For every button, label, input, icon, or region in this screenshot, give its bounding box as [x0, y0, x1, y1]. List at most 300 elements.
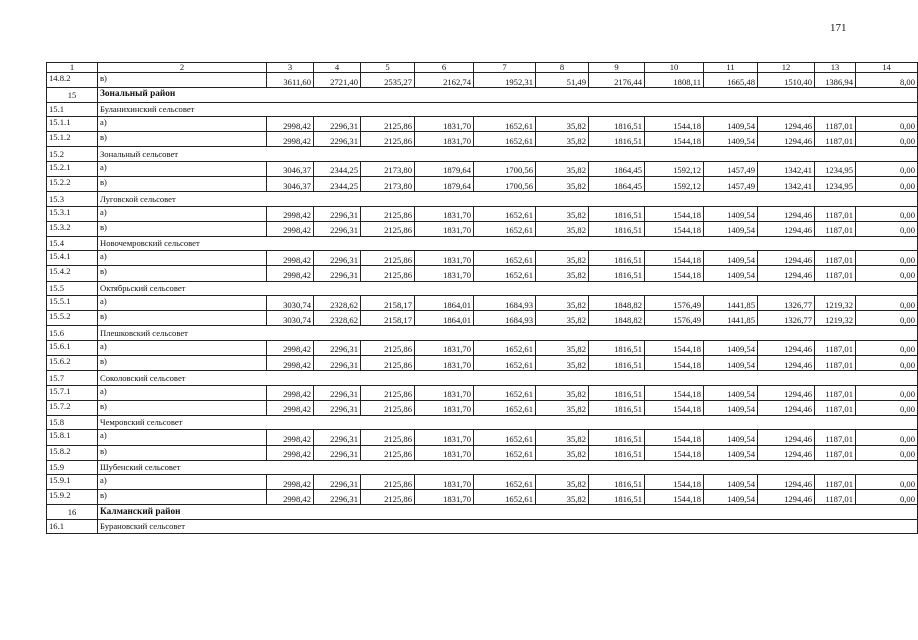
row-label: в) [98, 266, 267, 281]
value-cell: 2998,42 [267, 206, 314, 221]
value-cell: 1816,51 [589, 445, 645, 460]
settlement-row [47, 102, 918, 116]
value-cell: 35,82 [536, 206, 589, 221]
tariff-table [46, 62, 918, 534]
row-label: Плешковский сельсовет [98, 326, 918, 340]
header-cell: 11 [704, 63, 758, 73]
value-cell: 0,00 [856, 355, 918, 370]
page-number: 171 [830, 22, 847, 34]
value-cell: 2125,86 [361, 206, 415, 221]
value-cell: 1409,54 [704, 340, 758, 355]
value-cell: 35,82 [536, 430, 589, 445]
value-cell: 1816,51 [589, 400, 645, 415]
table-row [47, 400, 918, 415]
value-cell: 2296,31 [314, 251, 361, 266]
value-cell: 1864,45 [589, 161, 645, 176]
value-cell: 0,00 [856, 311, 918, 326]
value-cell: 1816,51 [589, 340, 645, 355]
value-cell: 1294,46 [758, 251, 815, 266]
value-cell: 2328,62 [314, 311, 361, 326]
value-cell: 1831,70 [415, 132, 474, 147]
value-cell: 1187,01 [815, 400, 856, 415]
table-row [47, 296, 918, 311]
table-row [47, 221, 918, 236]
value-cell: 1831,70 [415, 221, 474, 236]
value-cell: 1510,40 [758, 73, 815, 88]
value-cell: 1684,93 [474, 296, 536, 311]
value-cell: 1544,18 [645, 385, 704, 400]
value-cell: 1652,61 [474, 355, 536, 370]
row-label: Калманский район [98, 505, 918, 519]
value-cell: 35,82 [536, 296, 589, 311]
row-label: в) [98, 400, 267, 415]
value-cell: 1831,70 [415, 266, 474, 281]
value-cell: 1187,01 [815, 385, 856, 400]
value-cell: 2125,86 [361, 400, 415, 415]
settlement-row [47, 519, 918, 533]
value-cell: 0,00 [856, 490, 918, 505]
settlement-row [47, 147, 918, 161]
row-code: 15.5.2 [47, 311, 98, 326]
header-cell: 13 [815, 63, 856, 73]
row-label: Новочемровский сельсовет [98, 236, 918, 250]
value-cell: 0,00 [856, 430, 918, 445]
value-cell: 1187,01 [815, 490, 856, 505]
row-label: а) [98, 340, 267, 355]
row-label: в) [98, 490, 267, 505]
value-cell: 1409,54 [704, 385, 758, 400]
value-cell: 0,00 [856, 296, 918, 311]
value-cell: 35,82 [536, 266, 589, 281]
value-cell: 1409,54 [704, 490, 758, 505]
value-cell: 0,00 [856, 445, 918, 460]
header-cell: 3 [267, 63, 314, 73]
value-cell: 35,82 [536, 311, 589, 326]
value-cell: 2998,42 [267, 116, 314, 131]
value-cell: 1576,49 [645, 296, 704, 311]
value-cell: 2296,31 [314, 116, 361, 131]
value-cell: 35,82 [536, 490, 589, 505]
row-code: 15.8 [47, 415, 98, 429]
value-cell: 2535,27 [361, 73, 415, 88]
value-cell: 1684,93 [474, 311, 536, 326]
value-cell: 2296,31 [314, 266, 361, 281]
value-cell: 1409,54 [704, 132, 758, 147]
value-cell: 1816,51 [589, 221, 645, 236]
district-row [47, 88, 918, 102]
value-cell: 2296,31 [314, 445, 361, 460]
value-cell: 0,00 [856, 132, 918, 147]
value-cell: 2125,86 [361, 490, 415, 505]
value-cell: 1816,51 [589, 385, 645, 400]
table-row [47, 490, 918, 505]
table-row [47, 340, 918, 355]
value-cell: 2296,31 [314, 355, 361, 370]
value-cell: 1457,49 [704, 161, 758, 176]
value-cell: 1342,41 [758, 176, 815, 191]
row-label: в) [98, 311, 267, 326]
value-cell: 35,82 [536, 161, 589, 176]
value-cell: 3030,74 [267, 311, 314, 326]
settlement-row [47, 326, 918, 340]
value-cell: 1294,46 [758, 355, 815, 370]
value-cell: 2158,17 [361, 296, 415, 311]
row-label: Октябрьский сельсовет [98, 281, 918, 295]
row-code: 15.7.1 [47, 385, 98, 400]
table-row [47, 266, 918, 281]
value-cell: 1457,49 [704, 176, 758, 191]
value-cell: 1848,82 [589, 311, 645, 326]
value-cell: 1409,54 [704, 221, 758, 236]
value-cell: 1409,54 [704, 445, 758, 460]
value-cell: 1576,49 [645, 311, 704, 326]
value-cell: 0,00 [856, 475, 918, 490]
value-cell: 1864,01 [415, 296, 474, 311]
value-cell: 1187,01 [815, 355, 856, 370]
value-cell: 1652,61 [474, 430, 536, 445]
value-cell: 1831,70 [415, 490, 474, 505]
header-cell: 10 [645, 63, 704, 73]
row-label: Луговской сельсовет [98, 192, 918, 206]
value-cell: 1326,77 [758, 296, 815, 311]
value-cell: 2125,86 [361, 251, 415, 266]
value-cell: 1831,70 [415, 251, 474, 266]
value-cell: 1816,51 [589, 490, 645, 505]
value-cell: 2125,86 [361, 221, 415, 236]
row-label: Бурановский сельсовет [98, 519, 918, 533]
value-cell: 1652,61 [474, 385, 536, 400]
row-label: а) [98, 161, 267, 176]
value-cell: 1879,64 [415, 161, 474, 176]
value-cell: 3030,74 [267, 296, 314, 311]
value-cell: 1187,01 [815, 445, 856, 460]
value-cell: 1652,61 [474, 221, 536, 236]
value-cell: 2125,86 [361, 355, 415, 370]
value-cell: 2998,42 [267, 475, 314, 490]
value-cell: 1409,54 [704, 430, 758, 445]
value-cell: 2998,42 [267, 340, 314, 355]
row-code: 15.6 [47, 326, 98, 340]
table-row [47, 206, 918, 221]
value-cell: 1831,70 [415, 385, 474, 400]
header-row [47, 63, 918, 73]
row-label: Соколовский сельсовет [98, 371, 918, 385]
row-code: 15.5.1 [47, 296, 98, 311]
row-code: 15.5 [47, 281, 98, 295]
row-label: Буланихинский сельсовет [98, 102, 918, 116]
row-code: 15 [47, 88, 98, 102]
value-cell: 2296,31 [314, 430, 361, 445]
header-cell: 14 [856, 63, 918, 73]
value-cell: 2125,86 [361, 340, 415, 355]
row-code: 15.8.1 [47, 430, 98, 445]
row-code: 15.6.2 [47, 355, 98, 370]
value-cell: 2158,17 [361, 311, 415, 326]
row-label: а) [98, 206, 267, 221]
row-code: 15.4 [47, 236, 98, 250]
value-cell: 1592,12 [645, 161, 704, 176]
value-cell: 1187,01 [815, 340, 856, 355]
value-cell: 2998,42 [267, 400, 314, 415]
value-cell: 1831,70 [415, 340, 474, 355]
row-label: а) [98, 385, 267, 400]
value-cell: 3046,37 [267, 176, 314, 191]
value-cell: 2296,31 [314, 400, 361, 415]
value-cell: 1700,56 [474, 176, 536, 191]
table-row [47, 311, 918, 326]
value-cell: 1831,70 [415, 430, 474, 445]
value-cell: 1409,54 [704, 251, 758, 266]
value-cell: 2296,31 [314, 475, 361, 490]
value-cell: 1544,18 [645, 251, 704, 266]
value-cell: 2998,42 [267, 490, 314, 505]
row-code: 15.4.2 [47, 266, 98, 281]
value-cell: 0,00 [856, 340, 918, 355]
row-code: 15.8.2 [47, 445, 98, 460]
value-cell: 1816,51 [589, 430, 645, 445]
value-cell: 1441,85 [704, 296, 758, 311]
value-cell: 1219,32 [815, 311, 856, 326]
value-cell: 2296,31 [314, 221, 361, 236]
value-cell: 1187,01 [815, 132, 856, 147]
value-cell: 2125,86 [361, 116, 415, 131]
value-cell: 0,00 [856, 400, 918, 415]
row-code: 14.8.2 [47, 73, 98, 88]
row-label: Зональный сельсовет [98, 147, 918, 161]
value-cell: 1831,70 [415, 475, 474, 490]
header-cell: 2 [98, 63, 267, 73]
value-cell: 2344,25 [314, 176, 361, 191]
row-code: 15.9.2 [47, 490, 98, 505]
row-code: 15.1.2 [47, 132, 98, 147]
row-code: 15.4.1 [47, 251, 98, 266]
row-label: в) [98, 132, 267, 147]
row-code: 16 [47, 505, 98, 519]
row-code: 15.3 [47, 192, 98, 206]
value-cell: 1187,01 [815, 206, 856, 221]
value-cell: 1848,82 [589, 296, 645, 311]
value-cell: 2125,86 [361, 266, 415, 281]
value-cell: 1544,18 [645, 340, 704, 355]
value-cell: 1831,70 [415, 355, 474, 370]
value-cell: 1816,51 [589, 266, 645, 281]
value-cell: 2162,74 [415, 73, 474, 88]
value-cell: 1294,46 [758, 430, 815, 445]
value-cell: 2296,31 [314, 385, 361, 400]
value-cell: 8,00 [856, 73, 918, 88]
value-cell: 1952,31 [474, 73, 536, 88]
value-cell: 1864,45 [589, 176, 645, 191]
value-cell: 0,00 [856, 266, 918, 281]
value-cell: 1342,41 [758, 161, 815, 176]
table-row [47, 475, 918, 490]
header-cell: 4 [314, 63, 361, 73]
value-cell: 2173,80 [361, 176, 415, 191]
value-cell: 1294,46 [758, 116, 815, 131]
row-label: Зональный район [98, 88, 918, 102]
value-cell: 51,49 [536, 73, 589, 88]
value-cell: 1294,46 [758, 385, 815, 400]
value-cell: 35,82 [536, 445, 589, 460]
table-row [47, 251, 918, 266]
value-cell: 1386,94 [815, 73, 856, 88]
row-label: а) [98, 251, 267, 266]
settlement-row [47, 460, 918, 474]
value-cell: 1831,70 [415, 116, 474, 131]
value-cell: 1879,64 [415, 176, 474, 191]
row-code: 15.1.1 [47, 116, 98, 131]
value-cell: 1187,01 [815, 266, 856, 281]
value-cell: 1652,61 [474, 116, 536, 131]
value-cell: 1544,18 [645, 266, 704, 281]
value-cell: 35,82 [536, 132, 589, 147]
value-cell: 2998,42 [267, 132, 314, 147]
value-cell: 1294,46 [758, 340, 815, 355]
value-cell: 1816,51 [589, 132, 645, 147]
value-cell: 2125,86 [361, 430, 415, 445]
table-row [47, 445, 918, 460]
settlement-row [47, 415, 918, 429]
row-label: в) [98, 445, 267, 460]
value-cell: 1441,85 [704, 311, 758, 326]
header-cell: 9 [589, 63, 645, 73]
settlement-row [47, 236, 918, 250]
value-cell: 1816,51 [589, 206, 645, 221]
value-cell: 1219,32 [815, 296, 856, 311]
value-cell: 0,00 [856, 116, 918, 131]
settlement-row [47, 371, 918, 385]
value-cell: 2173,80 [361, 161, 415, 176]
table-row [47, 385, 918, 400]
row-label: Чемровский сельсовет [98, 415, 918, 429]
value-cell: 1409,54 [704, 475, 758, 490]
value-cell: 2125,86 [361, 132, 415, 147]
value-cell: 0,00 [856, 251, 918, 266]
value-cell: 2296,31 [314, 206, 361, 221]
value-cell: 35,82 [536, 355, 589, 370]
value-cell: 0,00 [856, 161, 918, 176]
value-cell: 3046,37 [267, 161, 314, 176]
table-row [47, 355, 918, 370]
value-cell: 35,82 [536, 400, 589, 415]
value-cell: 2998,42 [267, 430, 314, 445]
row-code: 15.7 [47, 371, 98, 385]
table-row [47, 161, 918, 176]
value-cell: 2998,42 [267, 385, 314, 400]
value-cell: 35,82 [536, 176, 589, 191]
row-code: 16.1 [47, 519, 98, 533]
value-cell: 1409,54 [704, 400, 758, 415]
value-cell: 1326,77 [758, 311, 815, 326]
value-cell: 2998,42 [267, 221, 314, 236]
value-cell: 35,82 [536, 475, 589, 490]
value-cell: 0,00 [856, 221, 918, 236]
table-row [47, 430, 918, 445]
value-cell: 35,82 [536, 116, 589, 131]
row-label: в) [98, 176, 267, 191]
header-cell: 6 [415, 63, 474, 73]
table-row [47, 73, 918, 88]
value-cell: 35,82 [536, 221, 589, 236]
row-label: а) [98, 116, 267, 131]
row-code: 15.9 [47, 460, 98, 474]
value-cell: 1831,70 [415, 400, 474, 415]
row-code: 15.3.2 [47, 221, 98, 236]
value-cell: 2998,42 [267, 355, 314, 370]
value-cell: 1187,01 [815, 251, 856, 266]
value-cell: 1544,18 [645, 400, 704, 415]
value-cell: 1409,54 [704, 116, 758, 131]
value-cell: 1816,51 [589, 475, 645, 490]
value-cell: 1665,48 [704, 73, 758, 88]
value-cell: 0,00 [856, 206, 918, 221]
value-cell: 1187,01 [815, 221, 856, 236]
value-cell: 35,82 [536, 251, 589, 266]
row-label: Шубенский сельсовет [98, 460, 918, 474]
value-cell: 1808,11 [645, 73, 704, 88]
value-cell: 1831,70 [415, 445, 474, 460]
value-cell: 1652,61 [474, 132, 536, 147]
row-label: а) [98, 475, 267, 490]
row-code: 15.9.1 [47, 475, 98, 490]
value-cell: 1652,61 [474, 400, 536, 415]
value-cell: 2328,62 [314, 296, 361, 311]
row-label: а) [98, 430, 267, 445]
value-cell: 2721,40 [314, 73, 361, 88]
value-cell: 35,82 [536, 385, 589, 400]
row-code: 15.6.1 [47, 340, 98, 355]
value-cell: 1409,54 [704, 266, 758, 281]
value-cell: 1187,01 [815, 475, 856, 490]
value-cell: 1187,01 [815, 430, 856, 445]
value-cell: 2125,86 [361, 445, 415, 460]
value-cell: 1816,51 [589, 116, 645, 131]
value-cell: 1187,01 [815, 116, 856, 131]
row-code: 15.2 [47, 147, 98, 161]
settlement-row [47, 281, 918, 295]
value-cell: 35,82 [536, 340, 589, 355]
value-cell: 1544,18 [645, 445, 704, 460]
value-cell: 1294,46 [758, 475, 815, 490]
value-cell: 2998,42 [267, 251, 314, 266]
table-row [47, 176, 918, 191]
value-cell: 1234,95 [815, 176, 856, 191]
value-cell: 2176,44 [589, 73, 645, 88]
value-cell: 1544,18 [645, 430, 704, 445]
table-row [47, 132, 918, 147]
value-cell: 1652,61 [474, 266, 536, 281]
value-cell: 1652,61 [474, 445, 536, 460]
value-cell: 1409,54 [704, 355, 758, 370]
table-body [47, 63, 918, 534]
value-cell: 1409,54 [704, 206, 758, 221]
settlement-row [47, 192, 918, 206]
value-cell: 1544,18 [645, 116, 704, 131]
value-cell: 0,00 [856, 385, 918, 400]
value-cell: 2125,86 [361, 475, 415, 490]
value-cell: 1544,18 [645, 490, 704, 505]
value-cell: 1652,61 [474, 340, 536, 355]
row-code: 15.2.2 [47, 176, 98, 191]
value-cell: 1294,46 [758, 445, 815, 460]
value-cell: 1544,18 [645, 206, 704, 221]
value-cell: 1831,70 [415, 206, 474, 221]
district-row [47, 505, 918, 519]
row-code: 15.3.1 [47, 206, 98, 221]
value-cell: 3611,60 [267, 73, 314, 88]
value-cell: 1544,18 [645, 221, 704, 236]
row-label: в) [98, 73, 267, 88]
